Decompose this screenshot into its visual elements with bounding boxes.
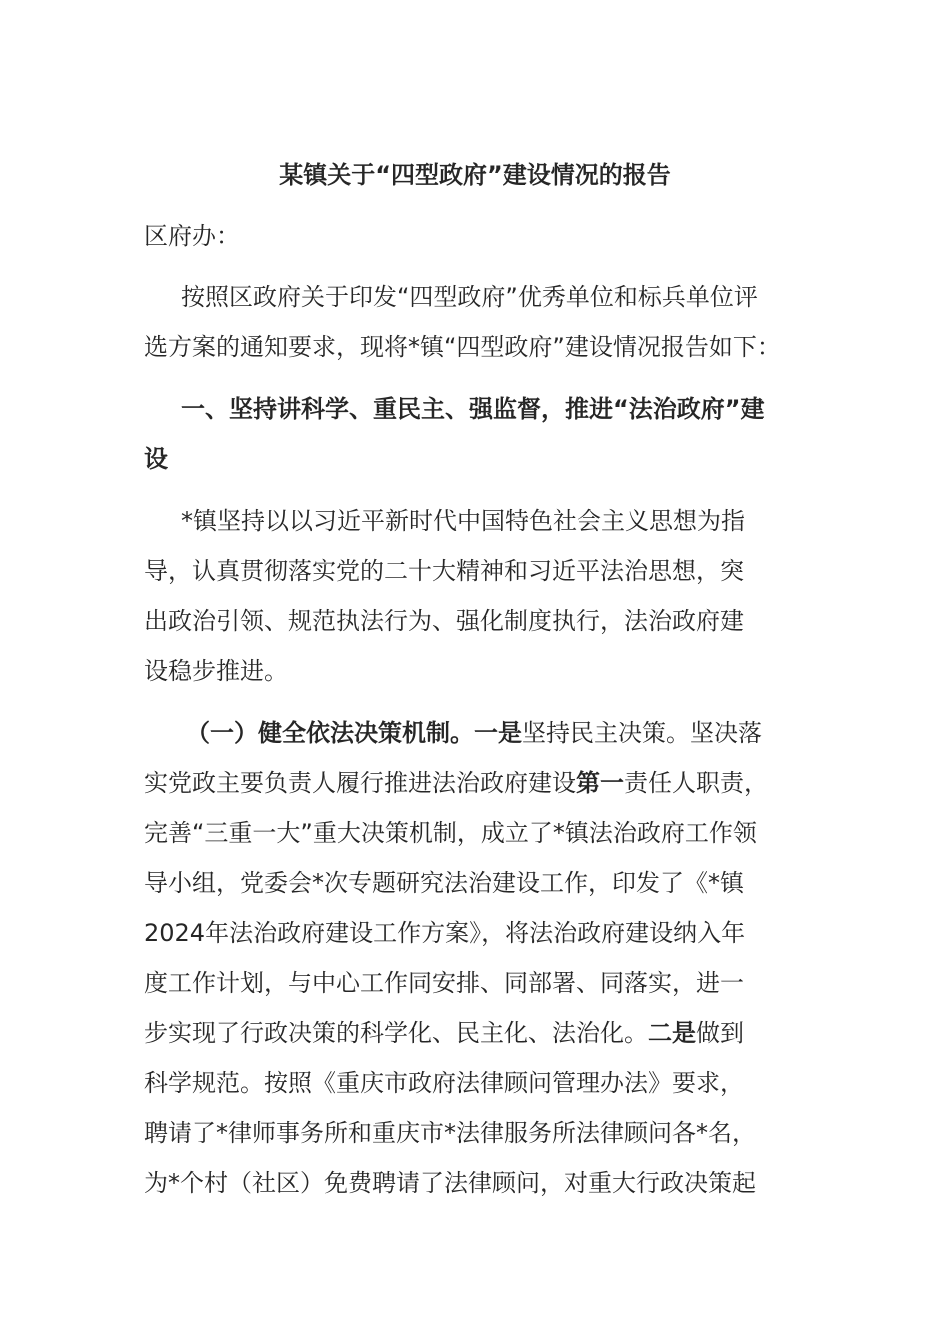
paragraph-line: 度工作计划，与中心工作同安排、同部署、同落实，进一 [144,969,744,997]
paragraph-line: 2024年法治政府建设工作方案》，将法治政府建设纳入年 [144,919,746,947]
section-heading-1 [144,384,824,484]
heading-line: 设 [144,445,168,473]
paragraph-line: *镇坚持以以习近平新时代中国特色社会主义思想为指 [181,507,745,535]
subsection-1-paragraph [144,708,824,1208]
paragraph-line: 选方案的通知要求，现将*镇“四型政府”建设情况报告如下： [144,333,781,361]
salutation: 区府办： [144,222,240,250]
paragraph-line: 聘请了*律师事务所和重庆市*法律服务所法律顾问各*名， [144,1119,756,1147]
intro-paragraph [144,272,824,372]
subsection-heading: （一）健全依法决策机制。 [186,719,474,747]
section-1-paragraph [144,496,824,696]
paragraph-line [144,708,824,758]
paragraph-line: 按照区政府关于印发“四型政府”优秀单位和标兵单位评 [181,283,758,311]
paragraph-line: 为*个村（社区）免费聘请了法律顾问，对重大行政决策起 [144,1169,756,1197]
heading-line: 一、坚持讲科学、重民主、强监督，推进“法治政府”建 [181,395,765,423]
emphasis-text: 一是 [474,719,522,747]
paragraph-line: 完善“三重一大”重大决策机制，成立了*镇法治政府工作领 [144,819,757,847]
paragraph-line [144,758,824,808]
paragraph-line: 科学规范。按照《重庆市政府法律顾问管理办法》要求， [144,1069,744,1097]
emphasis-text: 第一 [576,769,624,797]
paragraph-line: 导小组，党委会*次专题研究法治建设工作，印发了《*镇 [144,869,744,897]
body-text: 实党政主要负责人履行推进法治政府建设 [144,769,576,797]
paragraph-line [144,1008,824,1058]
emphasis-text: 二是 [648,1019,696,1047]
document-title: 某镇关于“四型政府”建设情况的报告 [279,161,671,189]
paragraph-line: 导，认真贯彻落实党的二十大精神和习近平法治思想，突 [144,557,744,585]
paragraph-line: 设稳步推进。 [144,657,288,685]
body-text: 坚持民主决策。坚决落 [522,719,762,747]
body-text: 步实现了行政决策的科学化、民主化、法治化。 [144,1019,648,1047]
body-text: 责任人职责， [624,769,768,797]
body-text: 做到 [696,1019,744,1047]
paragraph-line: 出政治引领、规范执法行为、强化制度执行，法治政府建 [144,607,744,635]
